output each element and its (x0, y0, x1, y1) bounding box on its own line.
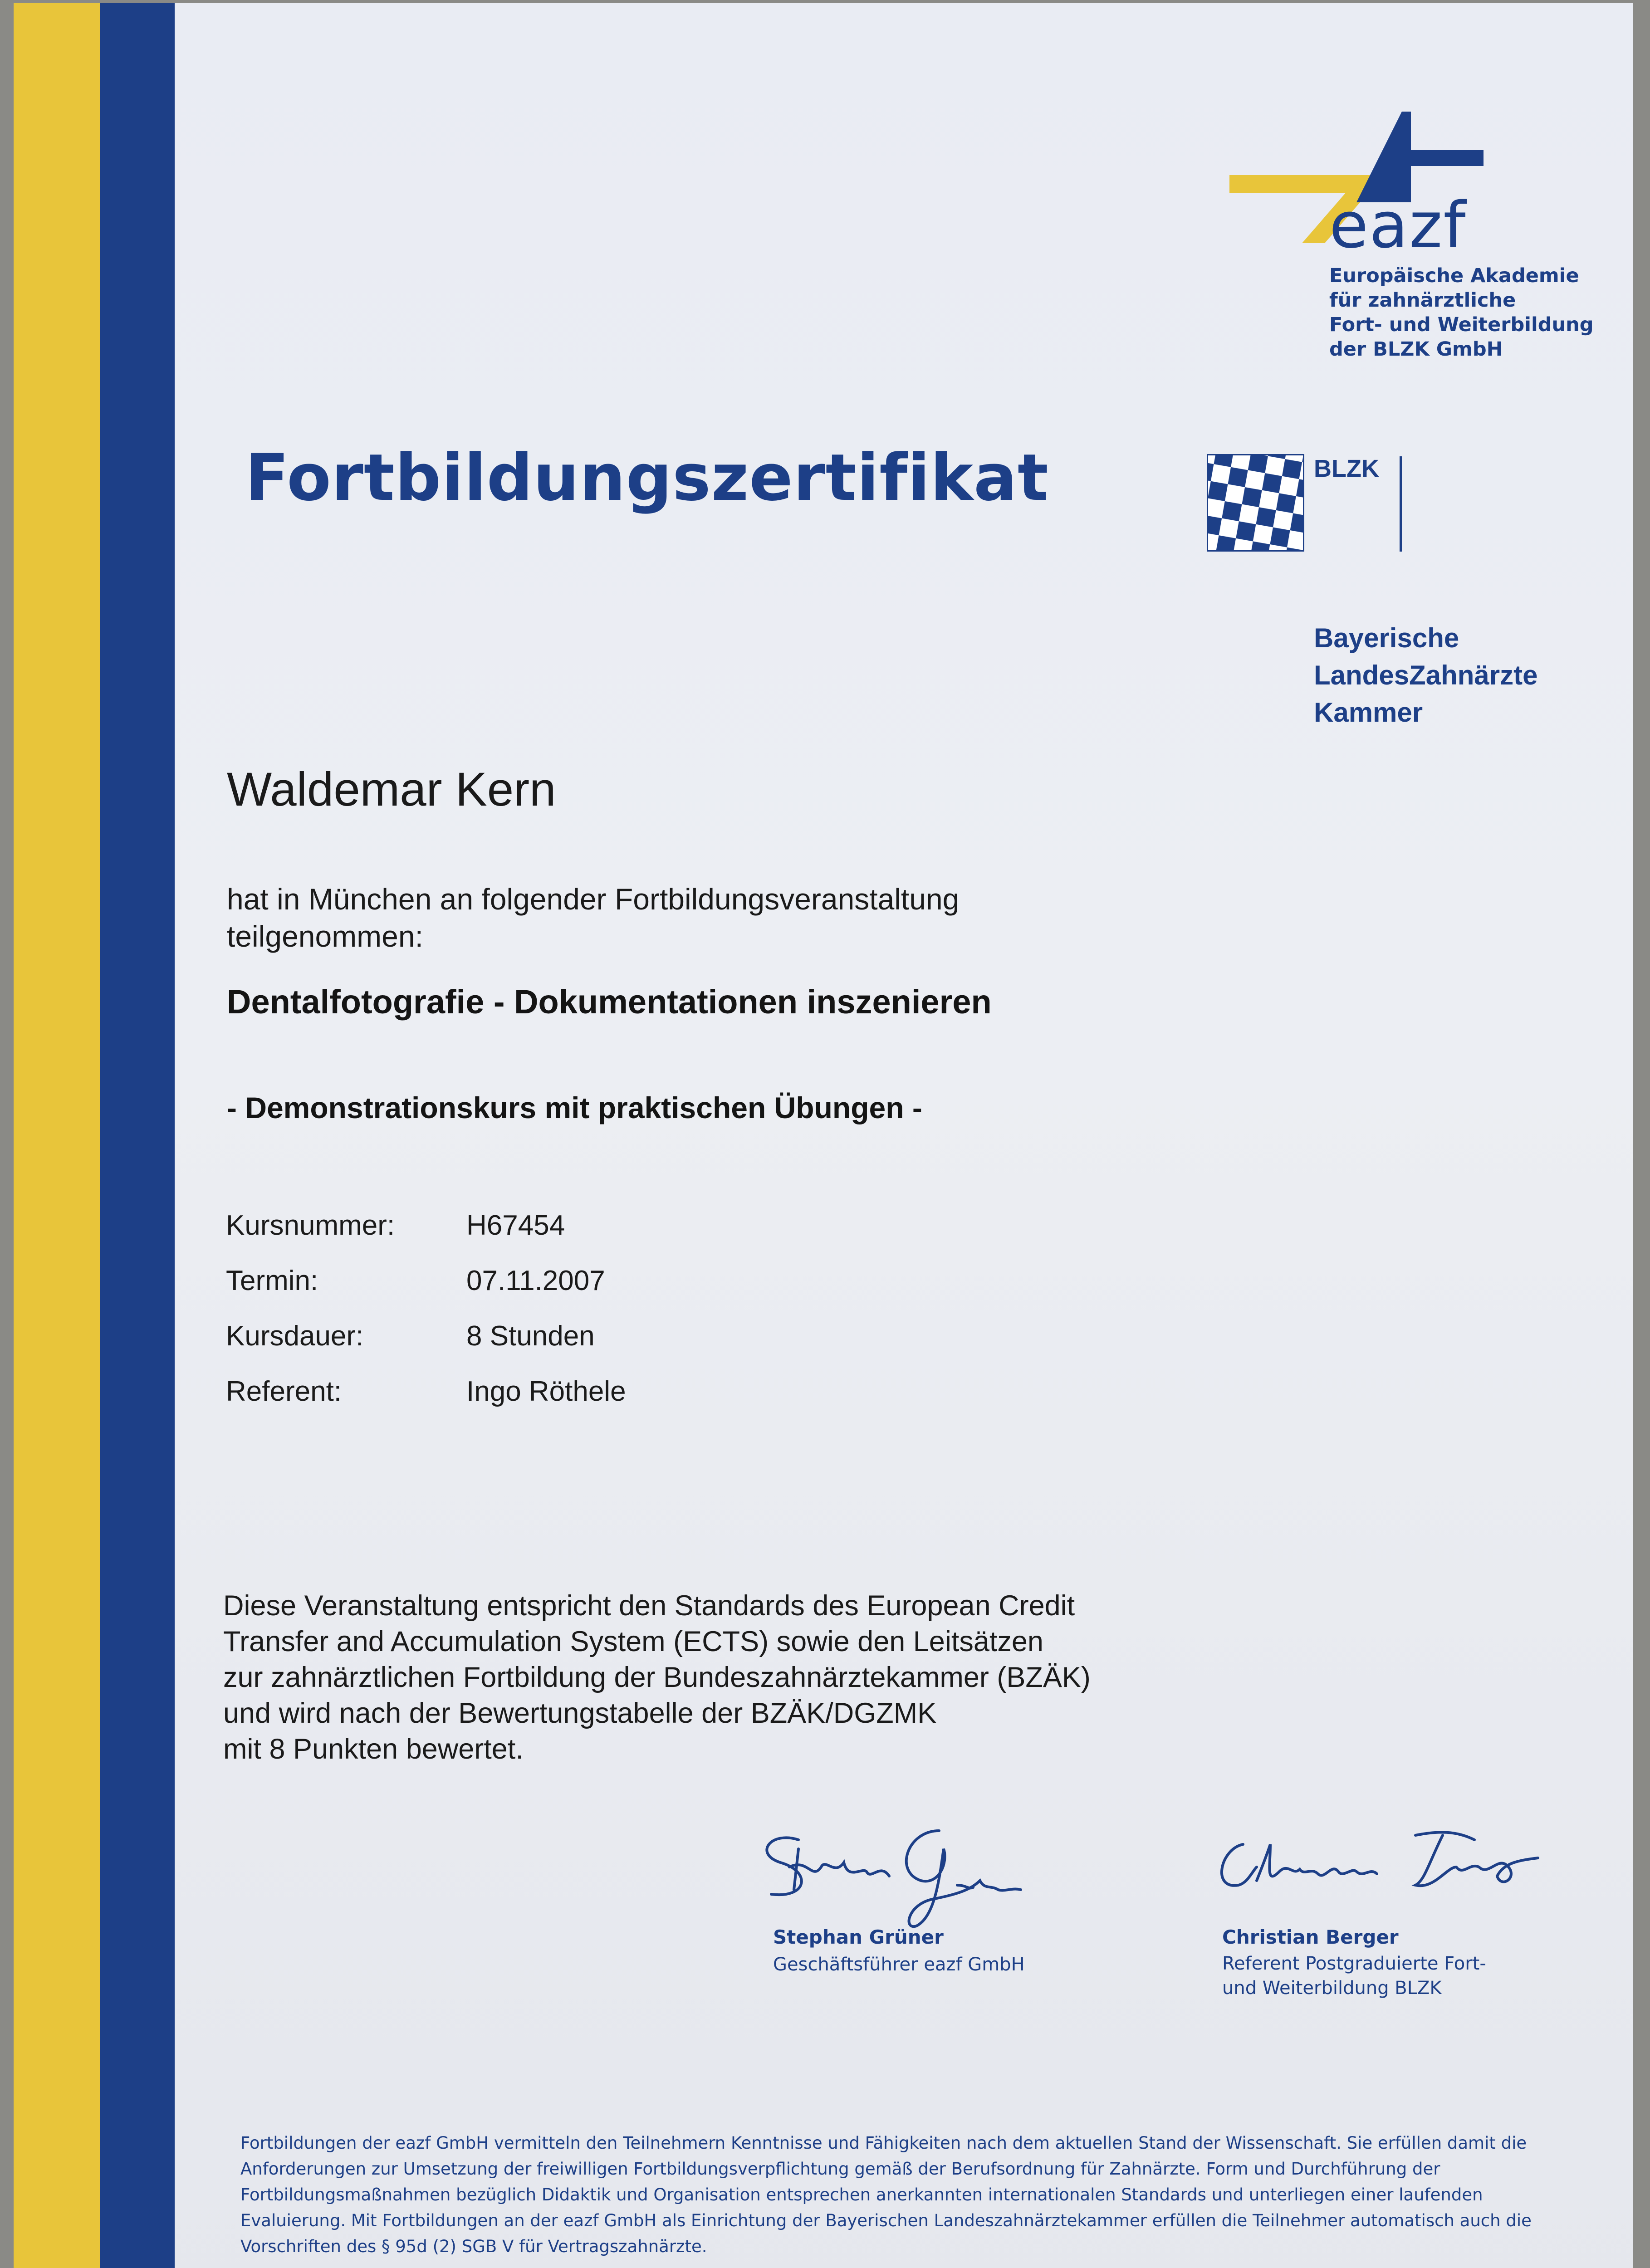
chamber-name-line: LandesZahnärzte (1314, 660, 1538, 690)
academy-caption (1329, 264, 1594, 362)
blzk-divider (1400, 456, 1402, 552)
statement-line: und wird nach der Bewertungstabelle der BZÄK/DGZMK (223, 1697, 937, 1729)
bavarian-diamond-flag-icon (1207, 454, 1304, 552)
intro-line: hat in München an folgender Fortbildungsveranstaltung (227, 882, 960, 916)
signature-block-berger (1202, 1817, 1547, 2008)
blzk-abbreviation: BLZK (1314, 455, 1379, 482)
chamber-name-line: Bayerische (1314, 623, 1459, 653)
academy-caption-line: für zahnärztliche (1329, 289, 1516, 312)
eazf-logo-text: eazf (1329, 189, 1467, 263)
footer-disclaimer (240, 2130, 1592, 2259)
yellow-stripe (14, 3, 100, 2268)
participant-name: Waldemar Kern (227, 763, 556, 816)
signatory-role (1222, 1951, 1486, 2000)
detail-value: 07.11.2007 (466, 1265, 605, 1296)
signature-block-gruener (744, 1813, 1062, 2003)
signatory-role-line: und Weiterbildung BLZK (1222, 1978, 1442, 1999)
detail-value: H67454 (466, 1210, 565, 1241)
blue-stripe (100, 3, 175, 2268)
signatory-role (773, 1952, 1025, 1977)
footer-line: Fortbildungen der eazf GmbH vermitteln den Teilnehmern Kenntnisse und Fähigkeiten nach dem aktuellen Stand der Wissenschaft. Sie erfüllen damit die (240, 2133, 1527, 2153)
statement-line: mit 8 Punkten bewertet. (223, 1733, 524, 1765)
academy-caption-line: der BLZK GmbH (1329, 338, 1503, 361)
chamber-name-line: Kammer (1314, 697, 1423, 728)
signatory-role-line: Geschäftsführer eazf GmbH (773, 1954, 1025, 1975)
certificate-sheet (14, 3, 1633, 2268)
detail-label: Kursnummer: (226, 1210, 395, 1241)
statement-line: zur zahnärztlichen Fortbildung der Bundeszahnärztekammer (BZÄK) (223, 1662, 1091, 1693)
detail-label: Termin: (226, 1265, 318, 1296)
statement-line: Diese Veranstaltung entspricht den Standards des European Credit (223, 1590, 1075, 1622)
intro-text (227, 880, 959, 955)
footer-line: Evaluierung. Mit Fortbildungen an der eazf GmbH als Einrichtung der Bayerischen Landeszahnärztekammer erfüllen die Teilnehmer automatisch auch die (240, 2211, 1532, 2230)
detail-value: 8 Stunden (466, 1320, 595, 1352)
signatory-name: Stephan Grüner (773, 1926, 944, 1948)
footer-line: Vorschriften des § 95d (2) SGB V für Vertragszahnärzte. (240, 2237, 707, 2256)
ects-statement (223, 1588, 1091, 1767)
course-subtitle: - Demonstrationskurs mit praktischen Übungen - (227, 1091, 922, 1124)
course-title: Dentalfotografie - Dokumentationen inszenieren (227, 983, 992, 1021)
certificate-title: Fortbildungszertifikat (245, 440, 1049, 515)
chamber-name (1314, 620, 1537, 731)
signatory-name: Christian Berger (1222, 1926, 1399, 1948)
handwritten-signature-icon (1202, 1817, 1547, 1917)
detail-label: Kursdauer: (226, 1320, 364, 1352)
detail-value: Ingo Röthele (466, 1376, 626, 1407)
signatory-role-line: Referent Postgraduierte Fort- (1222, 1953, 1486, 1974)
detail-label: Referent: (226, 1376, 342, 1407)
academy-caption-line: Europäische Akademie (1329, 264, 1579, 287)
intro-line: teilgenommen: (227, 919, 423, 953)
statement-line: Transfer and Accumulation System (ECTS) sowie den Leitsätzen (223, 1626, 1043, 1657)
footer-line: Fortbildungsmaßnahmen bezüglich Didaktik und Organisation entsprechen anerkannten internationalen Standards und unterliegen einer laufenden (240, 2185, 1483, 2204)
footer-line: Anforderungen zur Umsetzung der freiwilligen Fortbildungsverpflichtung gemäß der Berufsordnung für Zahnärzte. Form und Durchführung der (240, 2159, 1440, 2179)
academy-caption-line: Fort- und Weiterbildung (1329, 313, 1594, 336)
